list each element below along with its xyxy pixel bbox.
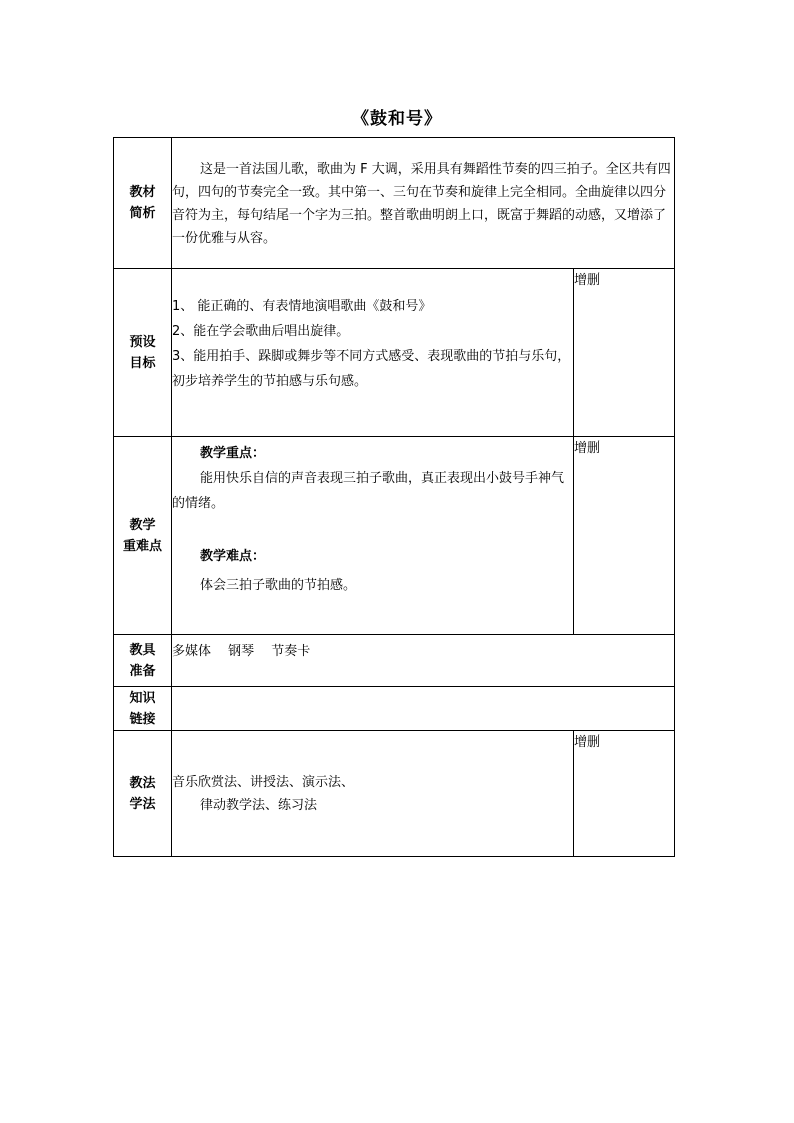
knowledge-label-line2: 链接 [129, 711, 156, 727]
tools-label [114, 635, 172, 687]
lesson-plan-table [113, 137, 675, 857]
focus-heading: 教学重点： [200, 446, 266, 461]
tools-label-line2: 准备 [129, 663, 156, 679]
key-points-label [114, 437, 172, 635]
goals-label-line1: 预设 [129, 334, 156, 350]
row-methods [114, 731, 675, 857]
knowledge-label-line1: 知识 [129, 690, 156, 706]
methods-label [114, 731, 172, 857]
goal-item-2: 2、能在学会歌曲后唱出旋律。 [172, 324, 350, 339]
goals-edit-note: 增删 [574, 269, 675, 437]
key-points-label-line2: 重难点 [122, 538, 162, 554]
key-points-edit-note: 增删 [574, 437, 675, 635]
row-analysis [114, 138, 675, 269]
row-goals [114, 269, 675, 437]
goal-item-1: 1、 能正确的、有表情地演唱歌曲《鼓和号》 [172, 299, 432, 314]
knowledge-content [172, 687, 675, 731]
key-points-content [172, 437, 574, 635]
analysis-label [114, 138, 172, 269]
row-knowledge [114, 687, 675, 731]
tools-text: 多媒体 钢琴 节奏卡 [172, 644, 311, 659]
focus-text: 能用快乐自信的声音表现三拍子歌曲，真正表现出小鼓号手神气的情绪。 [172, 471, 565, 511]
goals-label-line2: 目标 [129, 355, 156, 371]
analysis-label-line1: 教材 [129, 185, 156, 200]
document-title: 《鼓和号》 [352, 109, 442, 129]
key-points-label-line1: 教学 [129, 517, 156, 533]
goal-item-3: 3、能用拍手、跺脚或舞步等不同方式感受、表现歌曲的节拍与乐句，初步培养学生的节拍感与乐句感。 [172, 349, 571, 389]
knowledge-label [114, 687, 172, 731]
difficulty-text: 体会三拍子歌曲的节拍感。 [200, 578, 357, 593]
tools-content [172, 635, 675, 687]
methods-line1: 音乐欣赏法、讲授法、演示法、 [172, 774, 355, 790]
row-key-points [114, 437, 675, 635]
goals-content [172, 269, 574, 437]
goals-label [114, 269, 172, 437]
difficulty-heading: 教学难点： [200, 549, 266, 564]
tools-label-line1: 教具 [129, 642, 156, 658]
row-tools [114, 635, 675, 687]
methods-label-line2: 学法 [129, 796, 156, 812]
methods-edit-note: 增删 [574, 731, 675, 857]
analysis-label-line2: 简析 [129, 206, 156, 221]
methods-content [172, 731, 574, 857]
analysis-content [172, 138, 675, 269]
methods-label-line1: 教法 [129, 775, 156, 791]
analysis-text: 这是一首法国儿歌，歌曲为 F 大调，采用具有舞蹈性节奏的四三拍子。全区共有四句，四句的节奏完全一致。其中第一、三句在节奏和旋律上完全相同。全曲旋律以四分音符为主，每句结尾一个字为三拍。整首歌曲明朗上口，既富于舞蹈的动感，又增添了一份优雅与从容。 [172, 162, 671, 246]
methods-line2: 律动教学法、练习法 [200, 797, 318, 813]
